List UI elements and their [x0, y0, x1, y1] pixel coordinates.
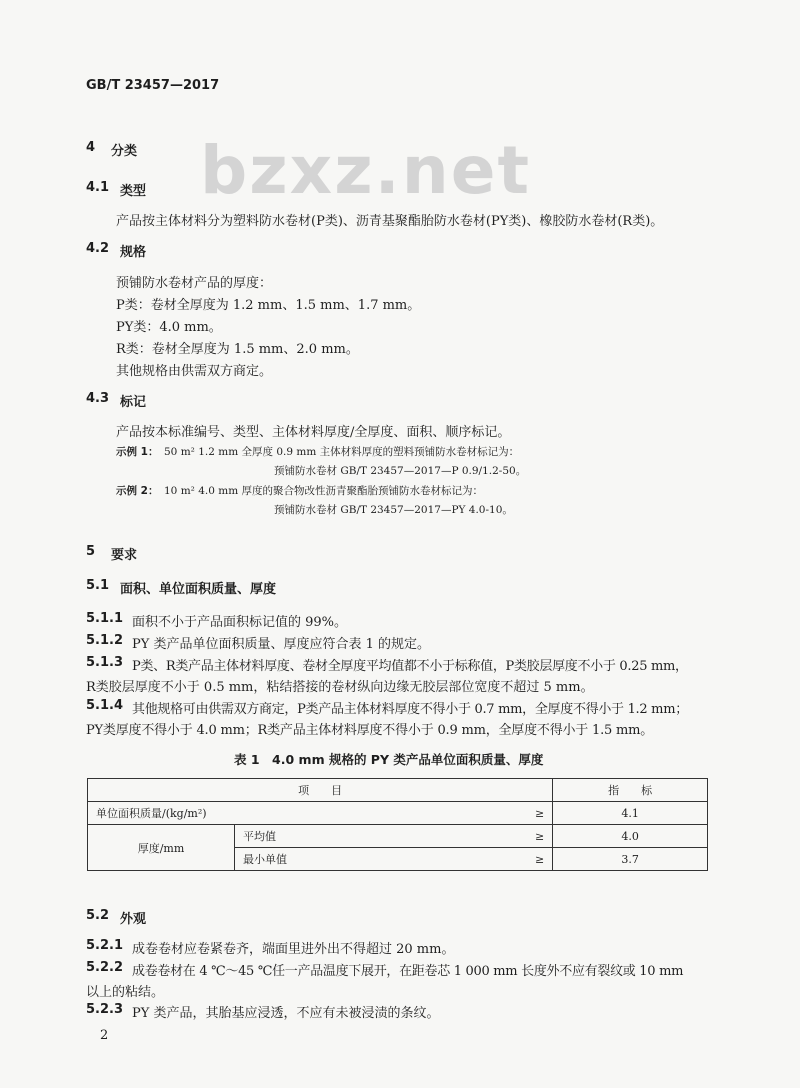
item-5-1-4-number: 5.1.4: [86, 698, 124, 713]
item-5-1-4-line1: 其他规格可由供需双方商定，P类产品主体材料厚度不得小于 0.7 mm，全厚度不得小于 1.2 mm；: [132, 702, 688, 717]
item-5-2-2-line1: 成卷卷材在 4 ℃～45 ℃任一产品温度下展开，在距卷芯 1 000 mm 长度外不应有裂纹或 10 mm: [132, 964, 684, 979]
section-4-2-number: 4.2: [86, 241, 110, 256]
table-1-caption: 表 1 4.0 mm 规格的 PY 类产品单位面积质量、厚度: [234, 752, 544, 767]
spec-line: 预铺防水卷材产品的厚度：: [116, 276, 273, 291]
section-4-3-number: 4.3: [86, 391, 110, 406]
average-label: 平均值: [235, 825, 513, 848]
mass-operator: ≥: [512, 802, 553, 825]
item-5-1-4-line2: PY类厚度不得小于 4.0 mm；R类产品主体材料厚度不得小于 0.9 mm，全厚度不得小于 1.5 mm。: [86, 723, 654, 738]
section-5-2-title: 外观: [120, 912, 147, 927]
section-5-1-number: 5.1: [86, 578, 110, 593]
item-5-2-1: 成卷卷材应卷紧卷齐，端面里进外出不得超过 20 mm。: [132, 942, 455, 957]
average-operator: ≥: [512, 825, 553, 848]
item-5-1-3-line2: R类胶层厚度不小于 0.5 mm，粘结搭接的卷材纵向边缘无胶层部位宽度不超过 5 mm。: [86, 680, 594, 695]
minimum-label: 最小单值: [235, 848, 513, 871]
section-4-title: 分类: [111, 144, 138, 159]
item-5-1-2: PY 类产品单位面积质量、厚度应符合表 1 的规定。: [132, 637, 430, 652]
average-value: 4.0: [553, 825, 708, 848]
page-number: 2: [100, 1028, 109, 1043]
example-2-mark: 预铺防水卷材 GB/T 23457—2017—PY 4.0-10。: [274, 504, 513, 516]
section-4-1-title: 类型: [120, 184, 147, 199]
item-5-2-1-number: 5.2.1: [86, 938, 124, 953]
spec-line: PY类：4.0 mm。: [116, 320, 222, 335]
section-4-3-body: 产品按本标准编号、类型、主体材料厚度/全厚度、面积、顺序标记。: [116, 425, 511, 440]
section-5-title: 要求: [111, 548, 138, 563]
item-5-2-3: PY 类产品，其胎基应浸透，不应有未被浸渍的条纹。: [132, 1006, 440, 1021]
section-4-1-body: 产品按主体材料分为塑料防水卷材(P类)、沥青基聚酯胎防水卷材(PY类)、橡胶防水卷材(R类)。: [116, 214, 664, 229]
example-1-text: 50 m² 1.2 mm 全厚度 0.9 mm 主体材料厚度的塑料预铺防水卷材标记为：: [164, 446, 520, 458]
item-5-1-1: 面积不小于产品面积标记值的 99%。: [132, 615, 348, 630]
section-5-2-number: 5.2: [86, 908, 110, 923]
item-5-1-1-number: 5.1.1: [86, 611, 124, 626]
table-header-item: 项 目: [88, 779, 553, 802]
section-4-number: 4: [86, 140, 96, 155]
section-4-3-title: 标记: [120, 395, 147, 410]
item-5-1-2-number: 5.1.2: [86, 633, 124, 648]
example-1-mark: 预铺防水卷材 GB/T 23457—2017—P 0.9/1.2-50。: [274, 465, 527, 477]
table-1: [87, 778, 708, 871]
item-5-1-3-line1: P类、R类产品主体材料厚度、卷材全厚度平均值都不小于标称值，P类胶层厚度不小于 0.25 mm，: [132, 659, 688, 674]
spec-line: P类：卷材全厚度为 1.2 mm、1.5 mm、1.7 mm。: [116, 298, 421, 313]
section-4-2-title: 规格: [120, 245, 147, 260]
section-5-1-title: 面积、单位面积质量、厚度: [120, 582, 277, 597]
item-5-2-2-number: 5.2.2: [86, 960, 124, 975]
example-2-label: 示例 2：: [116, 485, 159, 497]
minimum-operator: ≥: [512, 848, 553, 871]
mass-label: 单位面积质量/(kg/m²): [88, 802, 513, 825]
standard-header: GB/T 23457—2017: [86, 78, 220, 93]
item-5-2-2-line2: 以上的粘结。: [86, 985, 165, 1000]
table-header-row: [88, 779, 708, 802]
spec-line: 其他规格由供需双方商定。: [116, 364, 273, 379]
table-header-index: 指 标: [553, 779, 708, 802]
thickness-label: 厚度/mm: [88, 825, 235, 871]
section-4-1-number: 4.1: [86, 180, 110, 195]
section-5-number: 5: [86, 544, 96, 559]
watermark: bzxz.net: [200, 132, 532, 209]
mass-value: 4.1: [553, 802, 708, 825]
item-5-1-3-number: 5.1.3: [86, 655, 124, 670]
item-5-2-3-number: 5.2.3: [86, 1002, 124, 1017]
table-row: [88, 825, 708, 848]
minimum-value: 3.7: [553, 848, 708, 871]
example-2-text: 10 m² 4.0 mm 厚度的聚合物改性沥青聚酯胎预铺防水卷材标记为：: [164, 485, 483, 497]
spec-line: R类：卷材全厚度为 1.5 mm、2.0 mm。: [116, 342, 359, 357]
example-1-label: 示例 1：: [116, 446, 159, 458]
table-row: [88, 802, 708, 825]
